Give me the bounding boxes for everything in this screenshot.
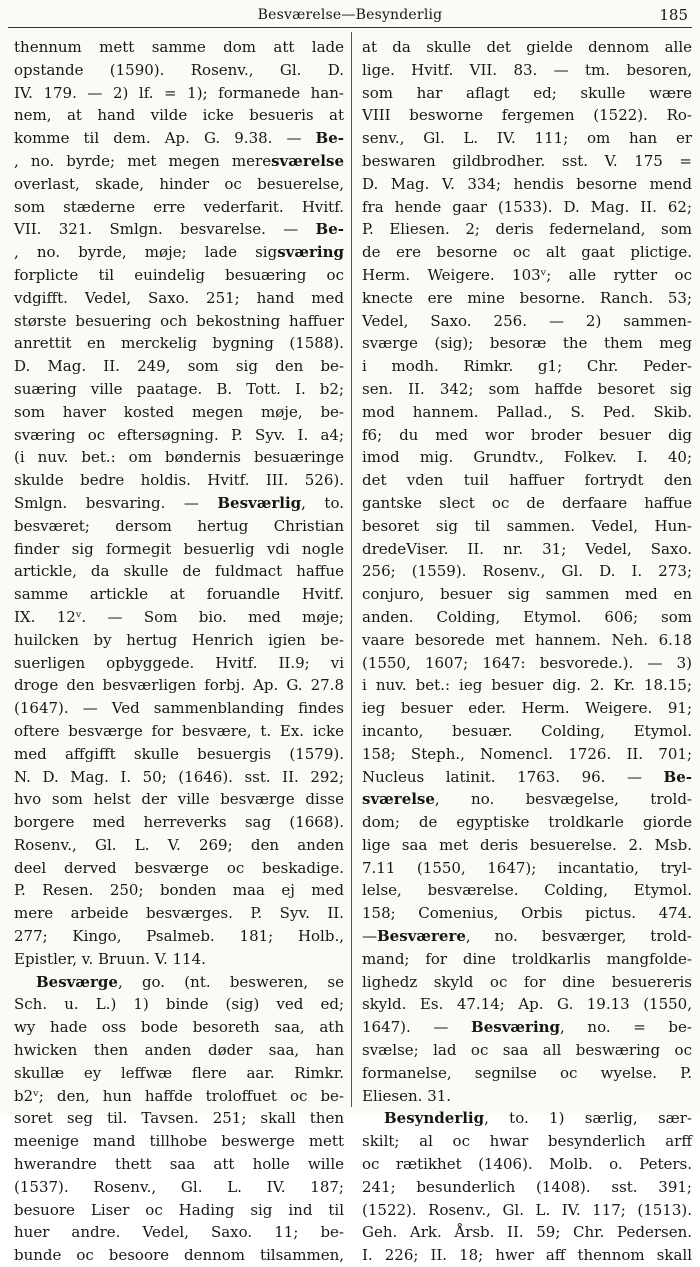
text-line: [362, 1062, 692, 1085]
text-line: [362, 127, 692, 150]
headword: Besværlig: [217, 493, 302, 512]
text-line: [362, 766, 692, 789]
text-line: [14, 857, 344, 880]
line-text: oftere besværge for besvære, t. Ex. icke: [14, 721, 344, 740]
text-line: [14, 834, 344, 857]
text-line: [362, 287, 692, 310]
line-text: ieg besuer eder. Herm. Weigere. 91;: [362, 699, 692, 718]
line-text: Eliesen. 31.: [362, 1086, 452, 1105]
line-text: skulde bedre holdis. Hvitf. III. 526).: [14, 471, 344, 490]
text-line: [14, 538, 344, 561]
text-line: [14, 879, 344, 902]
line-text: f6; du med wor broder besuer dig: [362, 425, 692, 444]
text-line: [14, 469, 344, 492]
text-line: [14, 150, 344, 173]
line-text: huilcken by hertug Henrich igien be-: [14, 630, 344, 649]
text-line: [14, 652, 344, 675]
line-text: med affgifft skulle besuergis (1579).: [14, 744, 344, 763]
text-line: [14, 196, 344, 219]
text-line: [14, 401, 344, 424]
line-text: Rosenv., Gl. L. V. 269; den anden: [14, 835, 344, 854]
text-line: [14, 1085, 344, 1108]
line-text: skullæ ey leffwæ flere aar. Rimkr.: [14, 1063, 344, 1082]
text-line: [362, 879, 692, 902]
line-text: besoret sig til sammen. Vedel, Hun-: [362, 516, 692, 535]
line-text: vdgifft. Vedel, Saxo. 251; hand med: [14, 288, 344, 307]
line-text: b2ᵛ; den, hun haffde troloffuet oc be-: [14, 1086, 344, 1105]
line-text: Geh. Ark. Årsb. II. 59; Chr. Pedersen.: [362, 1223, 692, 1242]
line-text: (1550, 1607; 1647: besvorede.). — 3): [362, 653, 692, 672]
text-line: [362, 834, 692, 857]
text-line: [362, 36, 692, 59]
line-text: største besuering och bekostning haffuer: [14, 311, 344, 330]
text-line: [362, 629, 692, 652]
line-text: mod hannem. Pallad., S. Ped. Skib.: [362, 402, 692, 421]
headword: Besynderlig: [384, 1109, 485, 1128]
line-text: de ere besorne oc alt gaat plictige.: [362, 243, 692, 262]
line-text: P. Resen. 250; bonden maa ej med: [14, 881, 344, 900]
line-text: Epistler, v. Bruun. V. 114.: [14, 949, 206, 968]
line-text: komme til dem. Ap. G. 9.38. —: [14, 129, 316, 148]
line-text: N. D. Mag. I. 50; (1646). sst. II. 292;: [14, 767, 344, 786]
text-line: [362, 424, 692, 447]
line-text: D. Mag. II. 249, som sig den be-: [14, 357, 344, 376]
line-text: artickle, da skulle de fuldmact haffue: [14, 562, 344, 581]
text-line: [14, 1176, 344, 1199]
text-line: [362, 492, 692, 515]
line-text: anden. Colding, Etymol. 606; som: [362, 607, 692, 626]
text-line: [362, 355, 692, 378]
headword: sværing: [277, 243, 344, 262]
line-text: VII. 321. Smlgn. besvarelse. —: [14, 220, 316, 239]
text-line: [362, 104, 692, 127]
text-line: [14, 264, 344, 287]
text-line: [362, 971, 692, 994]
text-line: [14, 332, 344, 355]
line-text: 241; besunderlich (1408). sst. 391;: [362, 1177, 692, 1196]
text-line: [362, 811, 692, 834]
line-text: , no. = be-: [560, 1018, 692, 1037]
line-text: fra hende gaar (1533). D. Mag. II. 62;: [362, 197, 692, 216]
line-text: 7.11 (1550, 1647); incantatio, tryl-: [362, 858, 692, 877]
page-header: [0, 0, 700, 28]
text-line: [14, 1062, 344, 1085]
line-text: som haver kosted megen møje, be-: [14, 402, 344, 421]
line-text: soret seg til. Tavsen. 251; skall then: [14, 1109, 344, 1128]
line-text: svælse; lad oc saa all beswæring oc: [362, 1041, 692, 1060]
headword: Be-: [315, 129, 344, 148]
text-line: [362, 560, 692, 583]
text-line: [14, 1153, 344, 1176]
line-text: , no. besværger, trold-: [465, 927, 692, 946]
text-line: [362, 1130, 692, 1153]
text-line: [14, 1039, 344, 1062]
line-text: sværge (sig); besoræ the them meg: [362, 334, 692, 353]
text-line: [362, 993, 692, 1016]
text-line: [14, 1221, 344, 1244]
line-text: lighedz skyld oc for dine besuereris: [362, 972, 692, 991]
text-line: [14, 697, 344, 720]
line-text: formanelse, segnilse oc wyelse. P.: [362, 1063, 692, 1082]
text-line: [14, 925, 344, 948]
line-text: P. Eliesen. 2; deris federneland, som: [362, 220, 692, 239]
headword: sværelse: [362, 790, 435, 809]
line-text: som stæderne erre vederfarit. Hvitf.: [14, 197, 344, 216]
line-text: wy hade oss bode besoreth saa, ath: [14, 1018, 344, 1037]
text-line: [362, 469, 692, 492]
line-text: anrettit en merckelig bygning (1588).: [14, 334, 344, 353]
headword: Be-: [663, 767, 692, 786]
line-text: dom; de egyptiske troldkarle giorde: [362, 813, 692, 832]
line-text: skilt; al oc hwar besynderlich arff: [362, 1132, 692, 1151]
text-line: [14, 36, 344, 59]
text-line: [14, 1199, 344, 1222]
text-line: [14, 173, 344, 196]
line-text: 158; Steph., Nomencl. 1726. II. 701;: [362, 744, 692, 763]
text-line: [14, 948, 344, 971]
line-text: D. Mag. V. 334; hendis besorne mend: [362, 174, 692, 193]
line-text: knecte ere mine besorne. Ranch. 53;: [362, 288, 692, 307]
line-text: lelse, besværelse. Colding, Etymol.: [362, 881, 692, 900]
line-text: opstande (1590). Rosenv., Gl. D.: [14, 60, 344, 79]
text-line: [362, 857, 692, 880]
line-text: overlast, skade, hinder oc besuerelse,: [14, 174, 344, 193]
text-line: [362, 788, 692, 811]
text-line: [362, 218, 692, 241]
line-text: IV. 179. — 2) lf. = 1); formanede han-: [14, 83, 344, 102]
line-text: lige. Hvitf. VII. 83. — tm. besoren,: [362, 60, 692, 79]
line-text: conjuro, besuer sig sammen med en: [362, 585, 692, 604]
headword: Besværing: [471, 1018, 561, 1037]
text-line: [362, 1221, 692, 1244]
text-line: [362, 446, 692, 469]
text-line: [362, 515, 692, 538]
headword: Besværere: [377, 927, 466, 946]
text-line: [362, 1153, 692, 1176]
text-line: [362, 401, 692, 424]
text-line: [362, 264, 692, 287]
text-line: [362, 1244, 692, 1267]
line-text: —: [362, 927, 377, 946]
line-text: hwicken then anden døder saa, han: [14, 1041, 344, 1060]
line-text: , to.: [301, 493, 344, 512]
text-line: [14, 287, 344, 310]
text-line: [362, 59, 692, 82]
line-text: finder sig formegit besuerlig vdi nogle: [14, 539, 344, 558]
text-line: [362, 1039, 692, 1062]
line-text: gantske slect oc de derfaare haffue: [362, 493, 692, 512]
text-line: [362, 606, 692, 629]
line-text: , go. (nt. besweren, se: [117, 972, 344, 991]
text-line: [14, 788, 344, 811]
text-line: [14, 606, 344, 629]
line-text: (1647). — Ved sammenblanding findes: [14, 699, 344, 718]
text-line: [14, 492, 344, 515]
line-text: sværing oc eftersøgning. P. Syv. I. a4;: [14, 425, 344, 444]
text-line: [14, 355, 344, 378]
line-text: besværet; dersom hertug Christian: [14, 516, 344, 535]
text-line: [362, 1107, 692, 1130]
line-text: (1522). Rosenv., Gl. L. IV. 117; (1513).: [362, 1200, 692, 1219]
text-line: [362, 82, 692, 105]
text-line: [14, 811, 344, 834]
text-line: [362, 196, 692, 219]
text-line: [14, 241, 344, 264]
line-text: bunde oc besoore dennom tilsammen,: [14, 1246, 344, 1265]
line-text: incanto, besuær. Colding, Etymol.: [362, 721, 692, 740]
line-text: 256; (1559). Rosenv., Gl. D. I. 273;: [362, 562, 692, 581]
text-line: [14, 583, 344, 606]
line-text: vaare besorede met hannem. Neh. 6.18: [362, 630, 692, 649]
text-line: [362, 925, 692, 948]
text-line: [362, 1199, 692, 1222]
line-text: beswaren gildbrodher. sst. V. 175 =: [362, 151, 692, 170]
line-text: , no. besvægelse, trold-: [434, 790, 692, 809]
line-text: forplicte til euindelig besuæring oc: [14, 265, 344, 284]
line-text: dredeViser. II. nr. 31; Vedel, Saxo.: [362, 539, 692, 558]
line-text: 1647). —: [362, 1018, 472, 1037]
headword: sværelse: [271, 151, 344, 170]
line-text: thennum mett samme dom att lade: [14, 38, 344, 56]
text-line: [14, 720, 344, 743]
line-text: 277; Kingo, Psalmeb. 181; Holb.,: [14, 927, 344, 946]
text-line: [14, 1107, 344, 1130]
right-column: [362, 36, 692, 1267]
line-text: hwerandre thett saa att holle wille: [14, 1155, 344, 1174]
text-line: [14, 743, 344, 766]
text-line: [362, 652, 692, 675]
line-text: samme artickle at foruandle Hvitf.: [14, 585, 344, 604]
line-text: skyld. Es. 47.14; Ap. G. 19.13 (1550,: [362, 995, 692, 1014]
line-text: 158; Comenius, Orbis pictus. 474.: [362, 904, 692, 923]
line-text: i nuv. bet.: ieg besuer dig. 2. Kr. 18.15;: [362, 676, 692, 695]
running-head: Besværelse—Besynderlig: [257, 7, 443, 23]
line-text: suæring ville paatage. B. Tott. I. b2;: [14, 379, 344, 398]
text-line: [14, 971, 344, 994]
line-text: Vedel, Saxo. 256. — 2) sammen-: [362, 311, 692, 330]
text-line: [14, 378, 344, 401]
line-text: besuore Liser oc Hading sig ind til: [14, 1200, 344, 1219]
line-text: suerligen opbyggede. Hvitf. II.9; vi: [14, 653, 344, 672]
line-text: huer andre. Vedel, Saxo. 11; be-: [14, 1223, 344, 1242]
line-text: IX. 12ᵛ. — Som bio. med møje;: [14, 607, 344, 626]
line-text: Nucleus latinit. 1763. 96. —: [362, 767, 664, 786]
text-line: [362, 150, 692, 173]
line-text: Herm. Weigere. 103ᵛ; alle rytter oc: [362, 265, 692, 284]
line-text: (1537). Rosenv., Gl. L. IV. 187;: [14, 1177, 344, 1196]
page-number: 185: [659, 6, 688, 24]
headword: Besværge: [36, 972, 118, 991]
text-line: [14, 674, 344, 697]
line-text: oc rætikhet (1406). Molb. o. Peters.: [362, 1155, 692, 1174]
line-text: det vden tuil haffuer fortrydt den: [362, 471, 692, 490]
line-text: , to. 1) særlig, sær-: [484, 1109, 692, 1128]
text-line: [362, 674, 692, 697]
text-line: [362, 583, 692, 606]
line-text: VIII besworne fergemen (1522). Ro-: [362, 106, 692, 125]
text-line: [14, 1244, 344, 1267]
line-text: Smlgn. besvaring. —: [14, 493, 218, 512]
line-text: mand; for dine troldkarlis mangfolde-: [362, 949, 692, 968]
text-line: [14, 127, 344, 150]
text-line: [14, 59, 344, 82]
line-text: mere arbeide besværges. P. Syv. II.: [14, 904, 344, 923]
text-line: [362, 538, 692, 561]
line-text: at da skulle det gielde dennom alle: [362, 38, 692, 56]
text-line: [362, 743, 692, 766]
left-column: [14, 36, 344, 1267]
line-text: hvo som helst der ville besværge disse: [14, 790, 344, 809]
line-text: sen. II. 342; som haffde besoret sig: [362, 379, 692, 398]
line-text: nem, at hand vilde icke besueris at: [14, 106, 344, 125]
line-text: (i nuv. bet.: om bøndernis besuæringe: [14, 448, 344, 467]
text-line: [362, 902, 692, 925]
text-line: [362, 310, 692, 333]
text-line: [14, 629, 344, 652]
line-text: meenige mand tillhobe beswerge mett: [14, 1132, 344, 1151]
text-line: [14, 1130, 344, 1153]
text-line: [14, 993, 344, 1016]
line-text: , no. byrde, møje; lade sig: [14, 243, 278, 262]
header-rule: [8, 27, 692, 28]
text-line: [14, 82, 344, 105]
line-text: deel derved besværge oc beskadige.: [14, 858, 344, 877]
line-text: som har aflagt ed; skulle wære: [362, 83, 692, 102]
text-line: [362, 378, 692, 401]
text-line: [362, 173, 692, 196]
text-line: [14, 104, 344, 127]
line-text: droge den besværligen forbj. Ap. G. 27.8: [14, 676, 344, 695]
text-line: [14, 446, 344, 469]
text-line: [362, 1016, 692, 1039]
headword: Be-: [315, 220, 344, 239]
text-line: [14, 310, 344, 333]
text-line: [362, 1176, 692, 1199]
line-text: lige saa met deris besuerelse. 2. Msb.: [362, 835, 692, 854]
text-line: [14, 218, 344, 241]
line-text: imod mig. Grundtv., Folkev. I. 40;: [362, 448, 692, 467]
text-line: [362, 332, 692, 355]
text-line: [14, 766, 344, 789]
line-text: i modh. Rimkr. g1; Chr. Peder-: [362, 357, 692, 376]
line-text: I. 226; II. 18; hwer aff thennom skall: [362, 1246, 692, 1265]
text-line: [14, 560, 344, 583]
text-line: [362, 697, 692, 720]
column-divider: [351, 32, 352, 1107]
text-line: [362, 720, 692, 743]
line-text: , no. byrde; met megen mere: [14, 151, 272, 170]
text-line: [14, 424, 344, 447]
text-line: [362, 948, 692, 971]
text-line: [362, 1085, 692, 1108]
line-text: borgere med herreverks sag (1668).: [14, 813, 344, 832]
line-text: Sch. u. L.) 1) binde (sig) ved ed;: [14, 995, 344, 1014]
text-line: [14, 1016, 344, 1039]
text-line: [14, 902, 344, 925]
line-text: senv., Gl. L. IV. 111; om han er: [362, 129, 692, 148]
text-line: [14, 515, 344, 538]
text-line: [362, 241, 692, 264]
